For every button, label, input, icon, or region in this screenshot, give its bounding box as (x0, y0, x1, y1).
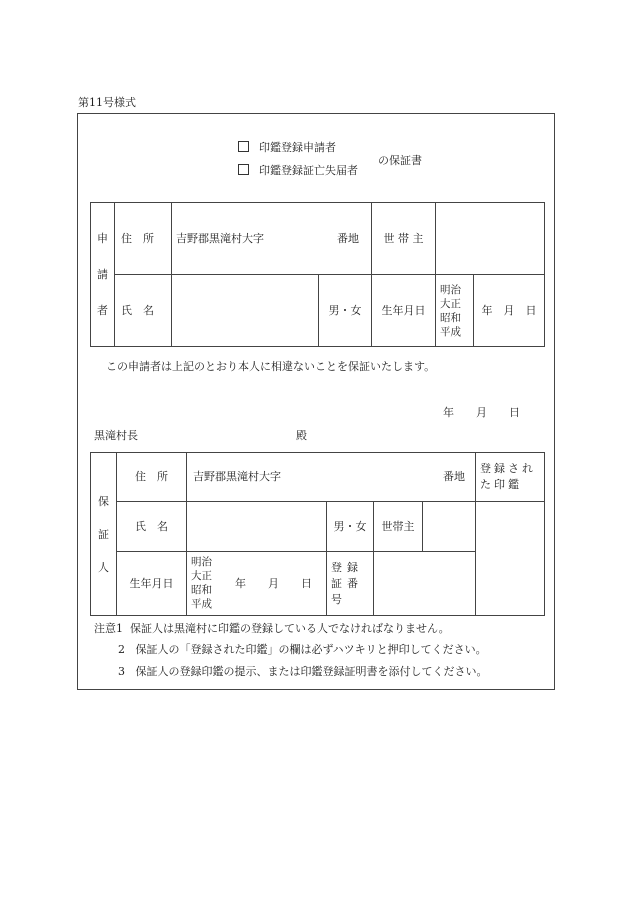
guarantor-name-label: 氏 名 (117, 502, 187, 552)
checkbox-icon[interactable] (238, 164, 249, 175)
guarantor-head-field[interactable] (423, 502, 476, 552)
title-suffix: の保証書 (378, 154, 422, 167)
applicant-name-field[interactable] (172, 275, 319, 347)
note-1: 注意1 保証人は黒滝村に印鑑の登録している人でなければなりません。 (94, 622, 450, 635)
era-taisho: 大正 (440, 297, 461, 310)
checkbox-icon[interactable] (238, 141, 249, 152)
guarantor-name-field[interactable] (187, 502, 327, 552)
era-showa: 昭和 (440, 311, 461, 324)
title-option-2: 印鑑登録証亡失届者 (238, 162, 358, 178)
date-line[interactable]: 年 月 日 (443, 406, 520, 419)
applicant-table (90, 202, 545, 347)
applicant-name-label: 氏 名 (115, 275, 172, 347)
era-taisho: 大正 (191, 569, 212, 582)
guarantee-statement: この申請者は上記のとおり本人に相違ないことを保証いたします。 (106, 360, 436, 373)
era-heisei: 平成 (440, 325, 461, 338)
applicant-sex[interactable]: 男・女 (319, 275, 372, 347)
guarantor-head-label: 世帯主 (374, 502, 423, 552)
guarantor-sex[interactable]: 男・女 (327, 502, 374, 552)
applicant-head-label: 世 帯 主 (372, 203, 436, 275)
note-3: 3 保証人の登録印鑑の提示、または印鑑登録証明書を添付してください。 (118, 665, 488, 678)
applicant-head-field[interactable] (436, 203, 545, 275)
note-2: 2 保証人の「登録された印鑑」の欄は必ずハツキリと押印してください。 (118, 643, 487, 656)
guarantor-address-field[interactable]: 吉野郡黒滝村大字 番地 (187, 453, 476, 502)
applicant-era-list[interactable] (436, 275, 474, 347)
guarantor-table (90, 452, 545, 616)
applicant-date-field[interactable]: 年 月 日 (474, 275, 545, 347)
era-showa: 昭和 (191, 583, 212, 596)
applicant-dob-label: 生年月日 (372, 275, 436, 347)
era-meiji: 明治 (440, 283, 461, 296)
guarantor-dob-label: 生年月日 (117, 552, 187, 616)
guarantor-dob-field[interactable] (187, 552, 327, 616)
guarantor-seal-label: 登録された印鑑 (476, 453, 545, 502)
title-option-1: 印鑑登録申請者 (238, 139, 336, 155)
dono: 殿 (296, 429, 307, 442)
applicant-address-field[interactable]: 吉野郡黒滝村大字 番地 (172, 203, 372, 275)
applicant-address-label: 住 所 (115, 203, 172, 275)
guarantor-cert-field[interactable] (374, 552, 476, 616)
guarantor-seal-box[interactable] (476, 502, 545, 616)
era-meiji: 明治 (191, 555, 212, 568)
guarantor-side-label: 保 証 人 (91, 453, 117, 616)
addressee: 黒滝村長 (94, 429, 138, 442)
guarantor-address-label: 住 所 (117, 453, 187, 502)
applicant-side-label: 申 請 者 (91, 203, 115, 347)
era-heisei: 平成 (191, 597, 212, 610)
guarantor-date: 年 月 日 (235, 576, 312, 590)
form-number: 第11号様式 (78, 96, 136, 109)
guarantor-cert-label: 登録証番号 (327, 552, 374, 616)
